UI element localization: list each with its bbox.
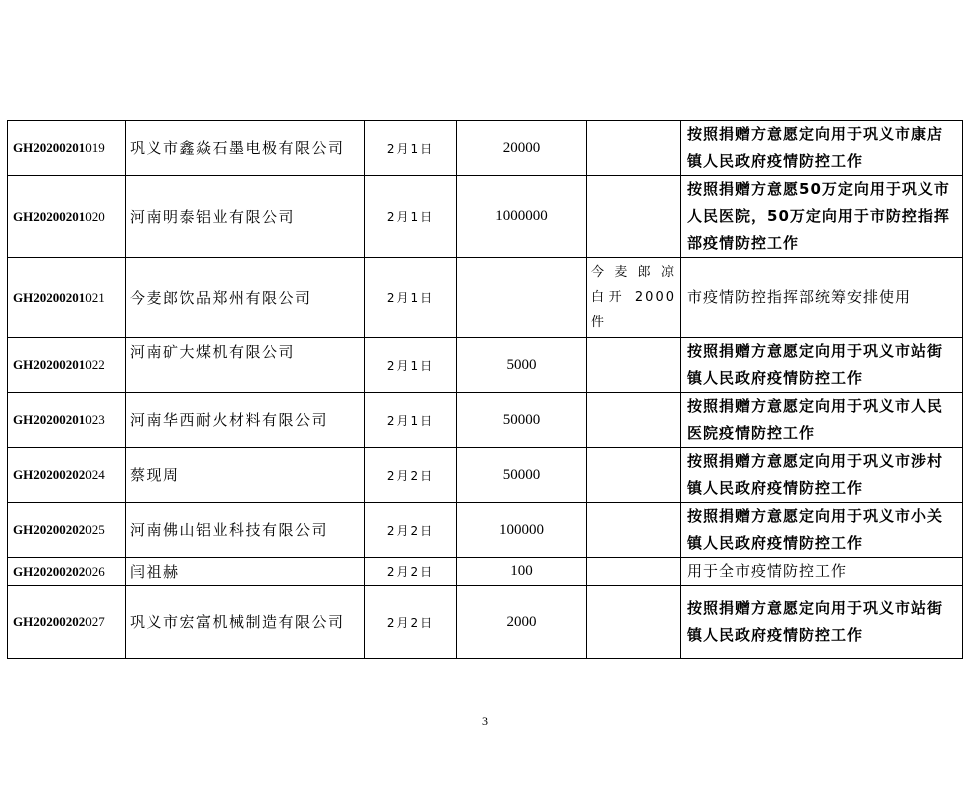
donation-date: 2月1日 xyxy=(365,121,457,176)
donation-id xyxy=(8,338,126,393)
donation-use: 按照捐赠方意愿定向用于巩义市康店镇人民政府疫情防控工作 xyxy=(681,121,963,176)
donation-amount: 5000 xyxy=(457,338,587,393)
donation-id-suffix: 021 xyxy=(85,289,105,305)
donation-id xyxy=(8,393,126,448)
donation-id-prefix: GH20200202 xyxy=(13,522,86,537)
table-row xyxy=(8,338,963,393)
donation-date: 2月2日 xyxy=(365,586,457,659)
donation-id xyxy=(8,448,126,503)
donation-date: 2月1日 xyxy=(365,338,457,393)
donation-id-suffix: 026 xyxy=(85,563,105,579)
page-number: 3 xyxy=(482,714,488,728)
donation-date: 2月1日 xyxy=(365,176,457,258)
donation-id-suffix: 025 xyxy=(85,522,105,537)
donation-date: 2月2日 xyxy=(365,558,457,586)
donor-name: 闫祖赫 xyxy=(126,558,365,586)
donation-use: 市疫情防控指挥部统筹安排使用 xyxy=(681,258,963,338)
donated-goods xyxy=(587,586,681,659)
donation-use: 按照捐赠方意愿定向用于巩义市小关镇人民政府疫情防控工作 xyxy=(681,503,963,558)
donation-id-prefix: GH20200201 xyxy=(13,412,86,427)
table-row xyxy=(8,393,963,448)
table-row xyxy=(8,586,963,659)
donation-id-prefix: GH20200202 xyxy=(13,614,86,629)
donated-goods-line: 白开 2000 xyxy=(591,290,676,305)
donor-name: 巩义市鑫焱石墨电极有限公司 xyxy=(126,121,365,176)
donation-id-suffix: 020 xyxy=(85,208,105,224)
donation-id-prefix: GH20200202 xyxy=(13,467,86,482)
donation-amount: 100000 xyxy=(457,503,587,558)
donor-name: 河南佛山铝业科技有限公司 xyxy=(126,503,365,558)
donation-use: 按照捐赠方意愿定向用于巩义市站街镇人民政府疫情防控工作 xyxy=(681,586,963,659)
donation-id-suffix: 022 xyxy=(85,357,105,372)
donated-goods xyxy=(587,121,681,176)
donation-use: 按照捐赠方意愿定向用于巩义市人民医院疫情防控工作 xyxy=(681,393,963,448)
donation-id-prefix: GH20200201 xyxy=(13,357,86,372)
donation-id xyxy=(8,586,126,659)
donated-goods-line: 今麦郎凉 xyxy=(591,265,676,280)
donated-goods xyxy=(587,503,681,558)
donation-use: 按照捐赠方意愿定向用于巩义市涉村镇人民政府疫情防控工作 xyxy=(681,448,963,503)
donation-id-suffix: 019 xyxy=(85,140,105,155)
donation-id xyxy=(8,558,126,586)
donation-amount xyxy=(457,258,587,338)
donation-amount: 1000000 xyxy=(457,176,587,258)
donor-name: 河南矿大煤机有限公司 xyxy=(126,338,365,393)
donation-id-prefix: GH20200201 xyxy=(13,140,86,155)
donated-goods-line: 件 xyxy=(591,315,607,330)
donation-amount: 2000 xyxy=(457,586,587,659)
donation-id xyxy=(8,258,126,338)
donation-id xyxy=(8,503,126,558)
donated-goods xyxy=(587,338,681,393)
donated-goods xyxy=(587,393,681,448)
donation-use: 按照捐赠方意愿定向用于巩义市站街镇人民政府疫情防控工作 xyxy=(681,338,963,393)
donated-goods xyxy=(587,558,681,586)
donation-date: 2月2日 xyxy=(365,503,457,558)
donor-name: 河南明泰铝业有限公司 xyxy=(126,176,365,258)
donation-use: 用于全市疫情防控工作 xyxy=(681,558,963,586)
donated-goods xyxy=(587,448,681,503)
donation-id-suffix: 024 xyxy=(85,467,105,482)
table-row xyxy=(8,258,963,338)
donation-id-prefix: GH20200201 xyxy=(13,208,86,224)
donation-amount: 50000 xyxy=(457,393,587,448)
donation-id xyxy=(8,176,126,258)
donor-name: 河南华西耐火材料有限公司 xyxy=(126,393,365,448)
donation-id-suffix: 027 xyxy=(85,614,105,629)
donor-name: 巩义市宏富机械制造有限公司 xyxy=(126,586,365,659)
donation-id-prefix: GH20200201 xyxy=(13,289,86,305)
donation-amount: 50000 xyxy=(457,448,587,503)
donation-id-suffix: 023 xyxy=(85,412,105,427)
donation-date: 2月2日 xyxy=(365,448,457,503)
donation-table xyxy=(7,120,963,659)
table-row xyxy=(8,121,963,176)
donated-goods xyxy=(587,258,681,338)
donation-amount: 100 xyxy=(457,558,587,586)
donation-use: 按照捐赠方意愿50万定向用于巩义市人民医院，50万定向用于市防控指挥部疫情防控工作 xyxy=(681,176,963,258)
donation-id-prefix: GH20200202 xyxy=(13,563,86,579)
table-row xyxy=(8,448,963,503)
donation-amount: 20000 xyxy=(457,121,587,176)
donor-name: 蔡现周 xyxy=(126,448,365,503)
donated-goods xyxy=(587,176,681,258)
donor-name: 今麦郎饮品郑州有限公司 xyxy=(126,258,365,338)
donation-date: 2月1日 xyxy=(365,258,457,338)
donation-table-wrapper xyxy=(7,120,962,659)
donation-date: 2月1日 xyxy=(365,393,457,448)
table-row xyxy=(8,176,963,258)
donation-id xyxy=(8,121,126,176)
table-row xyxy=(8,558,963,586)
table-row xyxy=(8,503,963,558)
